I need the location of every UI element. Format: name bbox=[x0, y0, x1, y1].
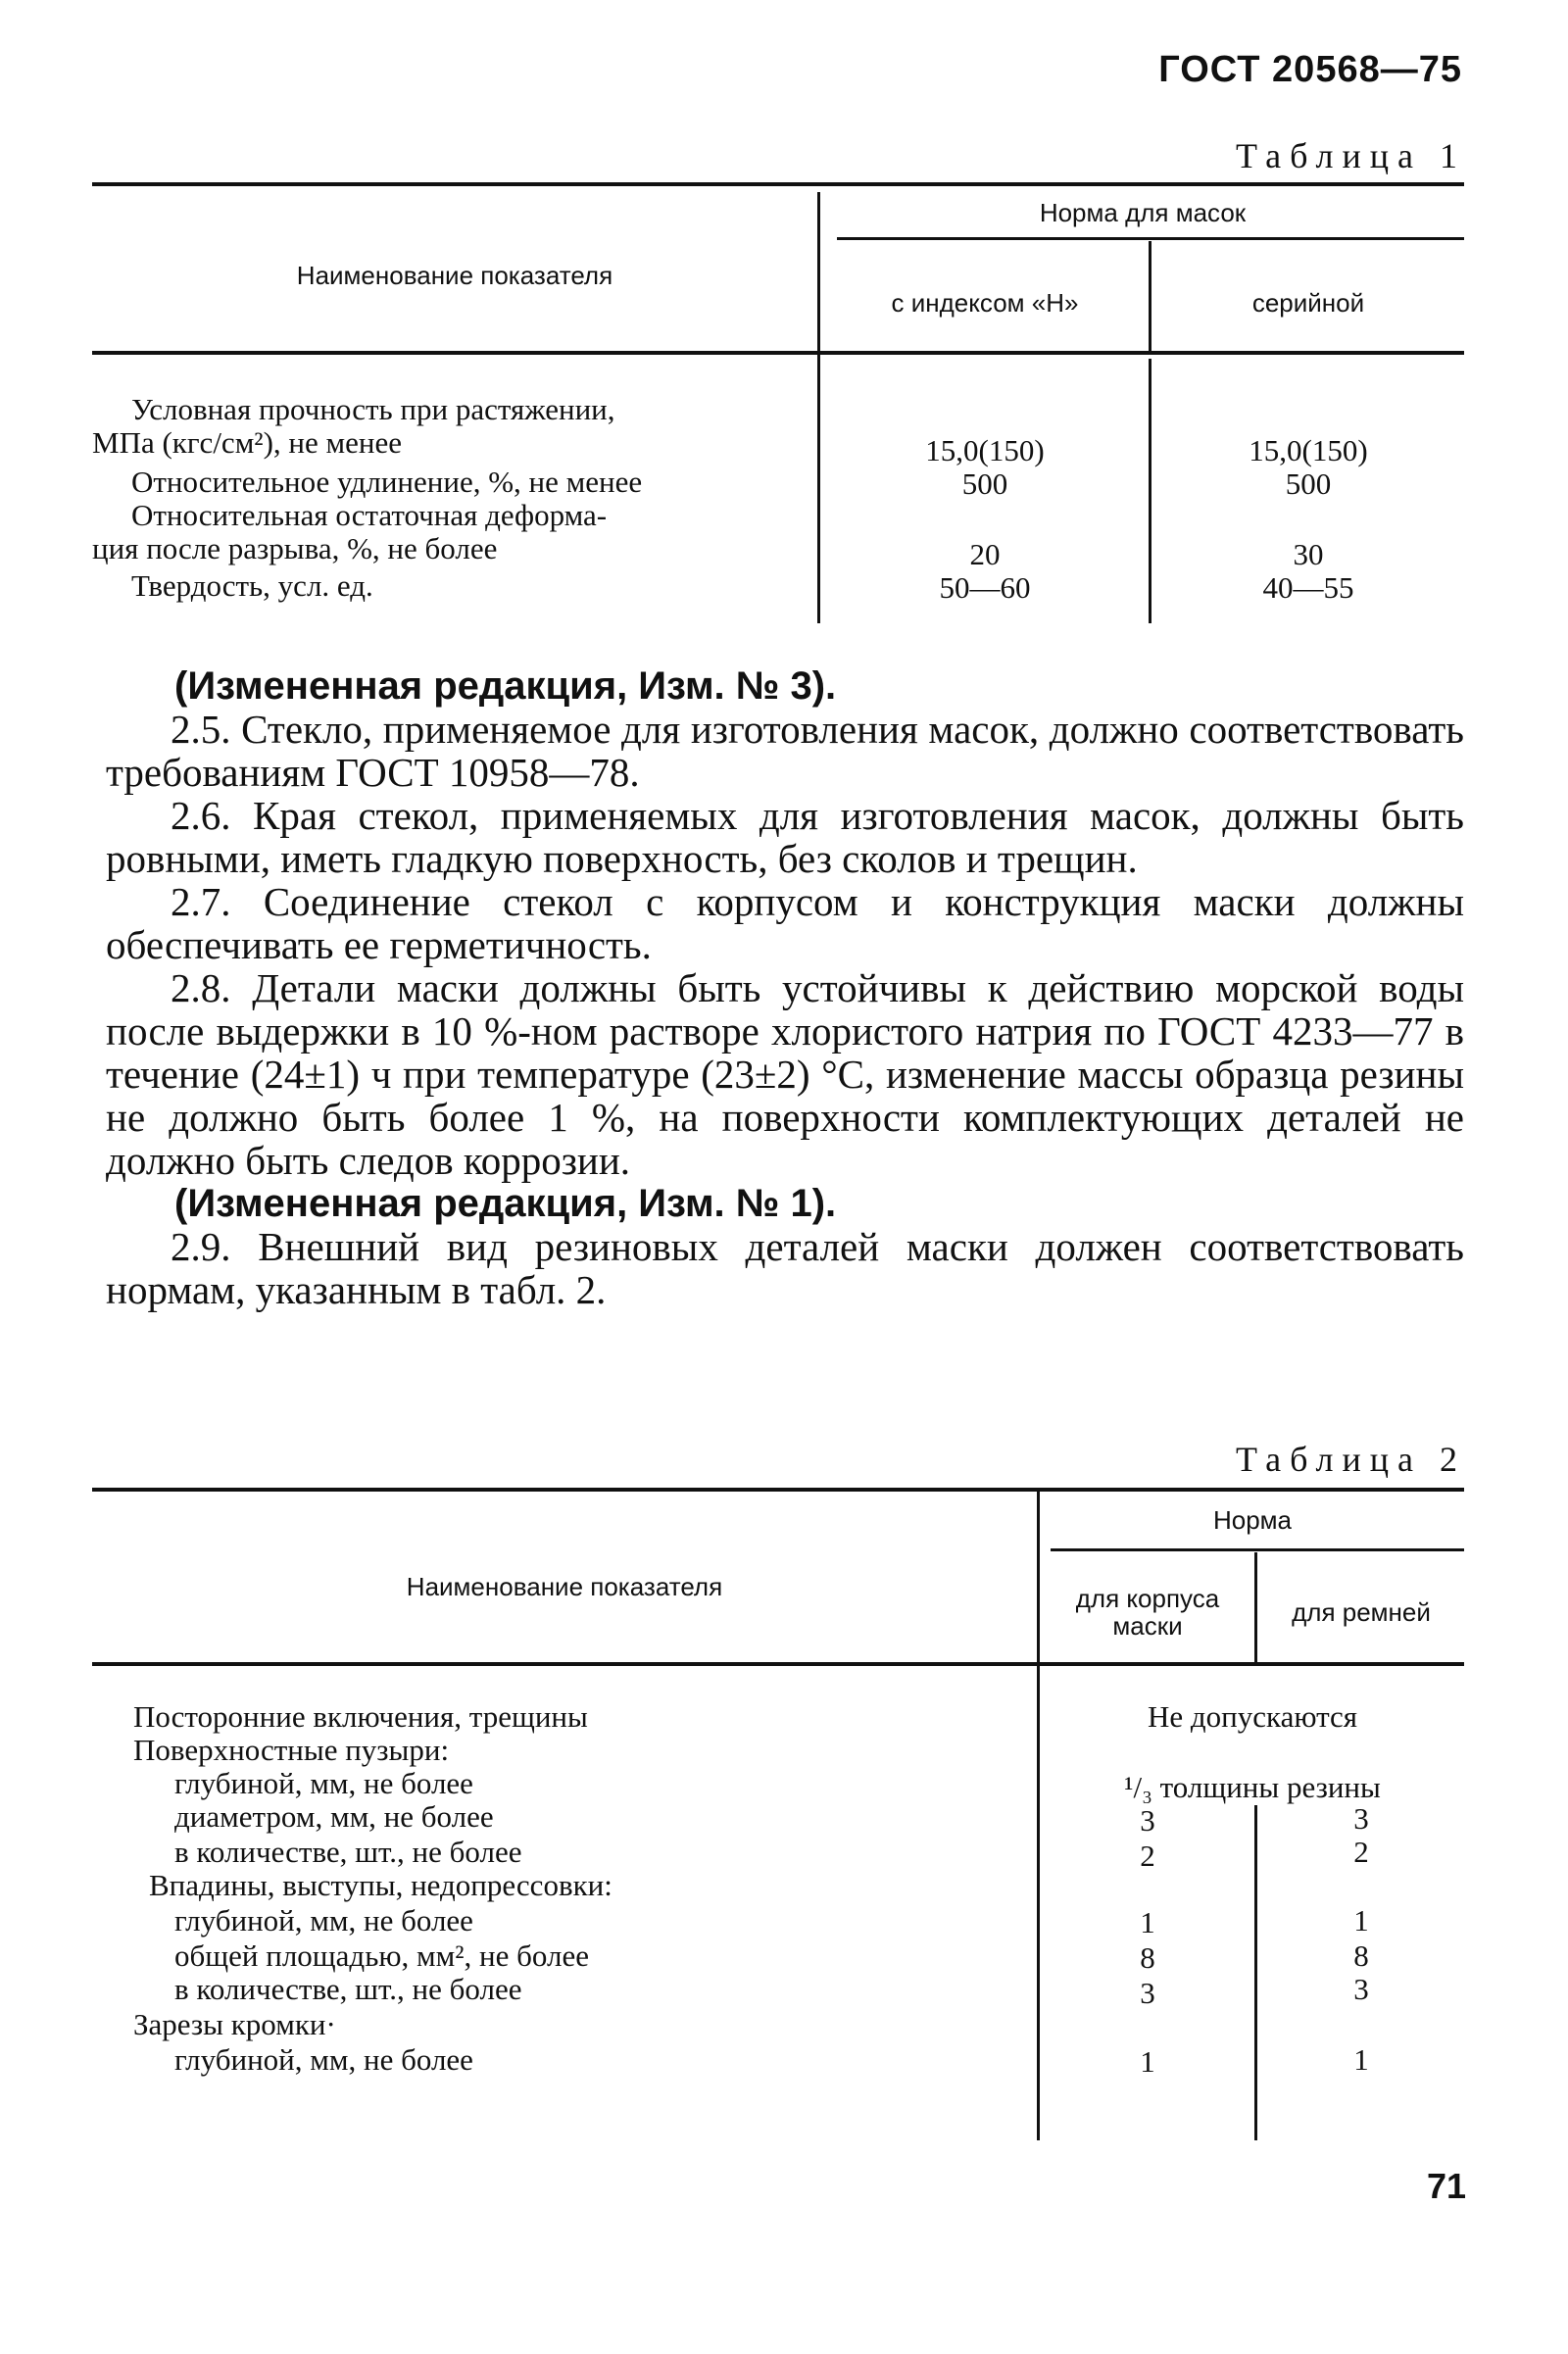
clause-2-8: 2.8. Детали маски должны быть устойчивы к действию морской воды после выдержки в 10 %-ном растворе хлористого натрия по ГОСТ 4233—77 в течение (24±1) ч при температуре (23±2) °С, изменение массы образца резины не должно быть более 1 %, на поверхности комплектующих деталей не должно быть следов коррозии. bbox=[106, 965, 1464, 1183]
table2-header-rule bbox=[92, 1662, 1464, 1666]
table2-col-a-header-line2: маски bbox=[1112, 1611, 1183, 1641]
table2-header-split bbox=[1254, 1552, 1257, 1662]
table1-row1-a: 15,0(150) bbox=[925, 433, 1045, 467]
table1-row3-a: 20 bbox=[969, 537, 1001, 571]
table2-row-bubble-depth: глубиной, мм, не более bbox=[174, 1766, 473, 1800]
table2-row-bubble-count: в количестве, шт., не более bbox=[174, 1835, 522, 1869]
table1-subheader-rule bbox=[837, 237, 1464, 240]
table2-values-split bbox=[1254, 1805, 1257, 2140]
table2-row-bubble-count-a: 2 bbox=[1140, 1839, 1155, 1873]
table2-row-dent-count-a: 3 bbox=[1140, 1976, 1155, 2010]
table2-norm-header: Норма bbox=[1212, 1505, 1293, 1535]
table2-top-rule bbox=[92, 1488, 1464, 1492]
table2-row-dent-area-a: 8 bbox=[1140, 1940, 1155, 1975]
table1-row3-line1: Относительная остаточная деформа- bbox=[131, 498, 608, 532]
table1-top-rule bbox=[92, 182, 1464, 186]
table2-row-edge-cuts: Зарезы кромки· bbox=[133, 2007, 336, 2041]
clause-2-7: 2.7. Соединение стекол с корпусом и конструкция маски должны обеспечивать ее герметичность. bbox=[106, 879, 1464, 967]
table1-col-b-header: серийной bbox=[1251, 288, 1365, 318]
table1-row1-line2: МПа (кгс/см²), не менее bbox=[92, 425, 403, 460]
table1-row3-line2: ция после разрыва, %, не более bbox=[92, 531, 498, 565]
table1-row4-b: 40—55 bbox=[1262, 570, 1354, 605]
clause-2-5: 2.5. Стекло, применяемое для изготовления масок, должно соответствовать требованиям ГОСТ 10958—78. bbox=[106, 707, 1464, 795]
document-code: ГОСТ 20568—75 bbox=[1158, 49, 1462, 90]
clause-2-6: 2.6. Края стекол, применяемых для изготовления масок, должны быть ровными, иметь гладкую поверхность, без сколов и трещин. bbox=[106, 793, 1464, 881]
table1-row2-label: Относительное удлинение, %, не менее bbox=[131, 465, 643, 499]
table2-row-dent-depth: глубиной, мм, не более bbox=[174, 1903, 473, 1937]
table2-param-header: Наименование показателя bbox=[406, 1572, 723, 1601]
table1-param-header: Наименование показателя bbox=[296, 261, 613, 290]
table1-row1-line1: Условная прочность при растяжении, bbox=[131, 392, 615, 426]
table2-row-foreign-inclusions: Посторонние включения, трещины bbox=[133, 1699, 588, 1734]
table1-row3-b: 30 bbox=[1293, 537, 1324, 571]
table2-row-surface-bubbles: Поверхностные пузыри: bbox=[133, 1733, 450, 1767]
table1-row4-a: 50—60 bbox=[939, 570, 1031, 605]
table2-row-dent-depth-b: 1 bbox=[1353, 1903, 1369, 1937]
clause-2-9: 2.9. Внешний вид резиновых деталей маски должен соответствовать нормам, указанным в табл. 2. bbox=[106, 1224, 1464, 1312]
table1-row1-b: 15,0(150) bbox=[1249, 433, 1368, 467]
table1-caption: Таблица 1 bbox=[1236, 136, 1466, 175]
table1-row2-b: 500 bbox=[1285, 466, 1332, 501]
table2-row-dent-count-b: 3 bbox=[1353, 1972, 1369, 2006]
table2-row-dents: Впадины, выступы, недопрессовки: bbox=[149, 1868, 612, 1902]
table2-col-a-header-line1: для корпуса bbox=[1075, 1584, 1220, 1613]
table2-col-b-header: для ремней bbox=[1292, 1597, 1431, 1627]
table2-divider bbox=[1037, 1488, 1040, 2140]
table1 bbox=[92, 182, 1464, 623]
table2-row-dent-count: в количестве, шт., не более bbox=[174, 1972, 522, 2006]
body-text bbox=[106, 664, 1464, 1311]
table2-row-bubble-diameter-b: 3 bbox=[1353, 1801, 1369, 1836]
table2-row-foreign-inclusions-value: Не допускаются bbox=[1147, 1699, 1358, 1734]
table2-row-bubble-diameter: диаметром, мм, не более bbox=[174, 1799, 494, 1834]
table1-header-rule bbox=[92, 351, 1464, 355]
table1-header-split bbox=[1149, 241, 1152, 351]
page-number: 71 bbox=[1426, 2166, 1466, 2206]
table2-subheader-rule bbox=[1051, 1548, 1464, 1551]
table2-row-edge-cut-depth-a: 1 bbox=[1140, 2044, 1155, 2079]
table2-row-edge-cut-depth: глубиной, мм, не более bbox=[174, 2042, 473, 2077]
table1-values-split bbox=[1149, 359, 1152, 623]
table1-row4-label: Твердость, усл. ед. bbox=[131, 568, 373, 603]
table2-row-bubble-count-b: 2 bbox=[1353, 1835, 1369, 1869]
table1-divider bbox=[817, 192, 820, 623]
table1-row2-a: 500 bbox=[961, 466, 1008, 501]
table2 bbox=[92, 1488, 1464, 2140]
table2-row-dent-area: общей площадью, мм², не более bbox=[174, 1938, 589, 1973]
table2-row-edge-cut-depth-b: 1 bbox=[1353, 2042, 1369, 2077]
amendment-note-3: (Измененная редакция, Изм. № 3). bbox=[174, 664, 837, 708]
table1-col-a-header: с индексом «Н» bbox=[891, 288, 1079, 318]
table2-row-dent-area-b: 8 bbox=[1353, 1938, 1369, 1973]
table1-norm-header: Норма для масок bbox=[1039, 198, 1247, 227]
table2-row-bubble-diameter-a: 3 bbox=[1140, 1803, 1155, 1838]
table2-caption: Таблица 2 bbox=[1236, 1440, 1466, 1479]
table2-row-bubble-depth-value: ¹/₃ толщины резины bbox=[1124, 1770, 1381, 1804]
amendment-note-1: (Измененная редакция, Изм. № 1). bbox=[174, 1182, 837, 1225]
table2-row-dent-depth-a: 1 bbox=[1140, 1905, 1155, 1939]
